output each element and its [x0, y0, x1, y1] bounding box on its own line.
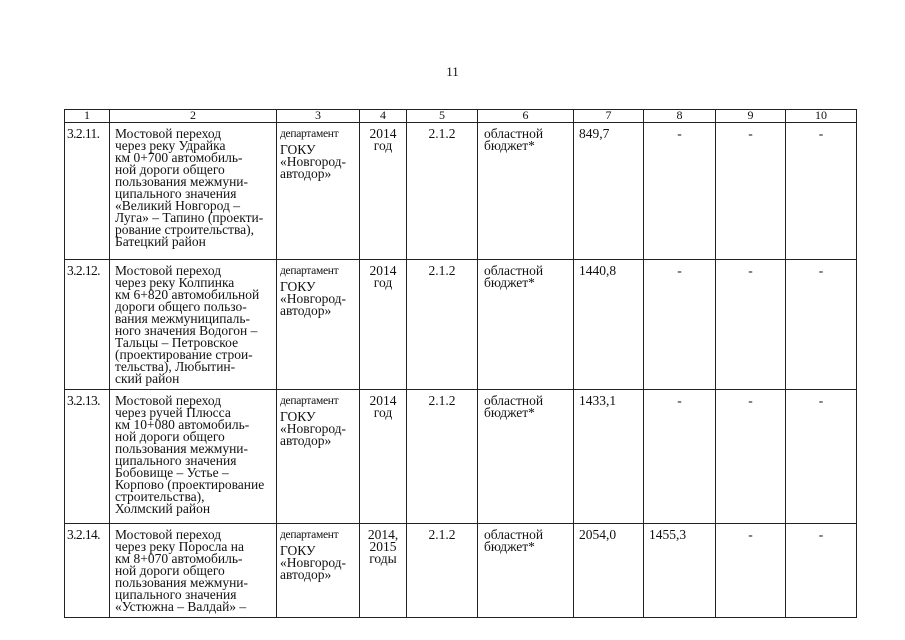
amount-col-7: 2054,0: [574, 524, 644, 618]
organization-text: ГОКУ «Новгород- автодор»: [280, 543, 347, 582]
amount-col-9: -: [716, 524, 786, 618]
funding-source: областной бюджет*: [478, 390, 574, 524]
header-col-7: 7: [574, 110, 644, 123]
header-col-4: 4: [360, 110, 407, 123]
amount-col-8: -: [644, 390, 716, 524]
table-row: [65, 123, 857, 260]
organization-text: ГОКУ «Новгород- автодор»: [280, 409, 347, 448]
header-col-2: 2: [110, 110, 277, 123]
table-row: [65, 390, 857, 524]
code-cell: 2.1.2: [407, 123, 478, 260]
code-cell: 2.1.2: [407, 260, 478, 390]
department-text: департамент: [280, 265, 339, 277]
page-number: 11: [446, 64, 459, 79]
row-number: 3.2.11.: [65, 123, 110, 260]
amount-col-8: -: [644, 260, 716, 390]
amount-col-10: -: [786, 260, 857, 390]
code-cell: 2.1.2: [407, 524, 478, 618]
row-number: 3.2.14.: [65, 524, 110, 618]
header-row: [65, 110, 857, 123]
funding-source: областной бюджет*: [478, 260, 574, 390]
year-cell: 2014, 2015 годы: [360, 524, 407, 618]
year-cell: 2014 год: [360, 123, 407, 260]
amount-col-8: -: [644, 123, 716, 260]
amount-col-10: -: [786, 390, 857, 524]
responsible-cell: [277, 123, 360, 260]
table-row: [65, 524, 857, 618]
amount-col-7: 849,7: [574, 123, 644, 260]
responsible-cell: [277, 524, 360, 618]
organization-text: ГОКУ «Новгород- автодор»: [280, 279, 347, 318]
row-number: 3.2.13.: [65, 390, 110, 524]
row-number: 3.2.12.: [65, 260, 110, 390]
object-name: Мостовой переход через реку Колпинка км 6+820 автомобильной дороги общего пользо- вания межмуниципаль- ного значения Водогон – Тальцы – Петровское (проектирование строи- тельства), Любытин- ский район: [110, 260, 277, 390]
amount-col-9: -: [716, 123, 786, 260]
code-cell: 2.1.2: [407, 390, 478, 524]
header-col-10: 10: [786, 110, 857, 123]
funding-source: областной бюджет*: [478, 524, 574, 618]
object-name: Мостовой переход через реку Удрайка км 0+700 автомобиль- ной дороги общего пользования межмуни- ципального значения «Великий Новгород – Луга» – Тапино (проекти- рование строительства), Батецкий район: [110, 123, 277, 260]
department-text: департамент: [280, 395, 339, 407]
header-col-8: 8: [644, 110, 716, 123]
header-col-1: 1: [65, 110, 110, 123]
amount-col-10: -: [786, 524, 857, 618]
organization-text: ГОКУ «Новгород- автодор»: [280, 142, 347, 181]
header-col-6: 6: [478, 110, 574, 123]
responsible-cell: [277, 390, 360, 524]
amount-col-9: -: [716, 390, 786, 524]
header-col-5: 5: [407, 110, 478, 123]
responsible-cell: [277, 260, 360, 390]
amount-col-8: 1455,3: [644, 524, 716, 618]
header-col-3: 3: [277, 110, 360, 123]
department-text: департамент: [280, 128, 339, 140]
table-row: [65, 260, 857, 390]
funding-source: областной бюджет*: [478, 123, 574, 260]
header-col-9: 9: [716, 110, 786, 123]
object-name: Мостовой переход через реку Пороcла на км 8+070 автомобиль- ной дороги общего пользования межмуни- ципального значения «Устюжна – Валдай» –: [110, 524, 277, 618]
amount-col-10: -: [786, 123, 857, 260]
amount-col-9: -: [716, 260, 786, 390]
year-cell: 2014 год: [360, 260, 407, 390]
amount-col-7: 1440,8: [574, 260, 644, 390]
year-cell: 2014 год: [360, 390, 407, 524]
program-table: [64, 109, 857, 618]
object-name: Мостовой переход через ручей Плюсса км 10+080 автомобиль- ной дороги общего пользования межмуни- ципального значения Бобовище – Устье – Корпово (проектирование строительства), Холмский район: [110, 390, 277, 524]
department-text: департамент: [280, 529, 339, 541]
amount-col-7: 1433,1: [574, 390, 644, 524]
